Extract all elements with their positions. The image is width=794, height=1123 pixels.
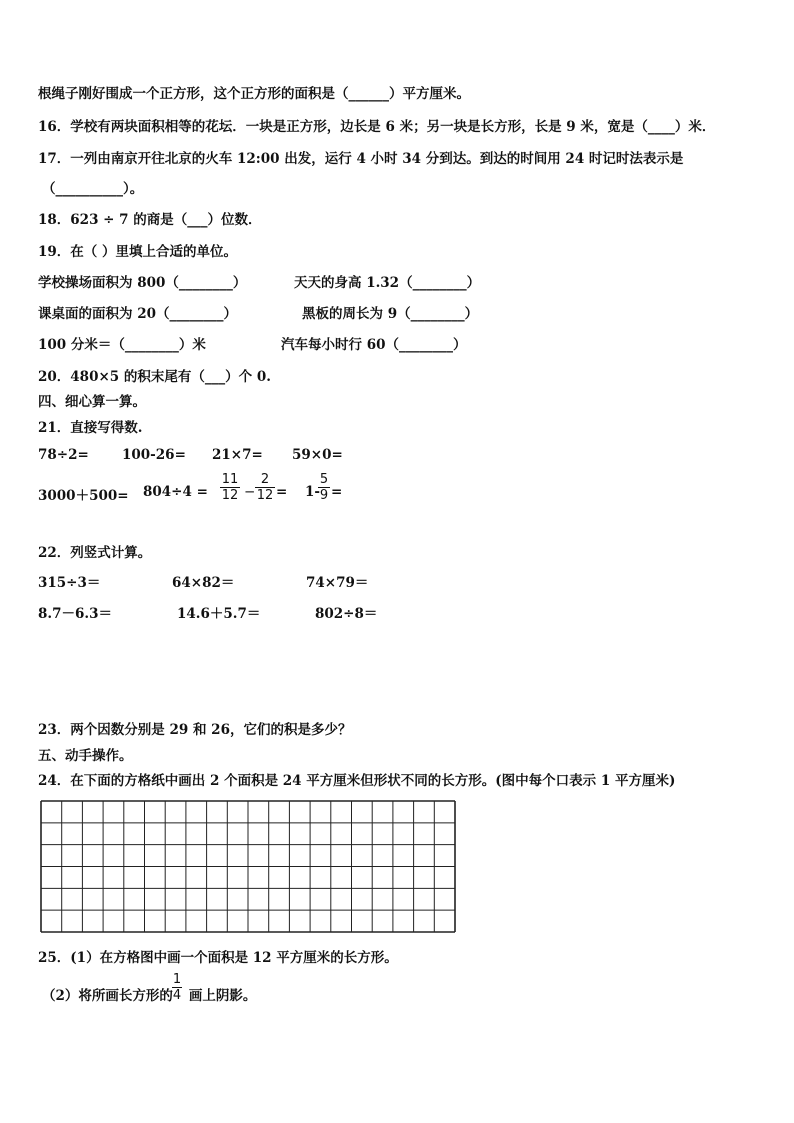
q18: 18．623 ÷ 7 的商是（___）位数．	[38, 212, 262, 228]
q21: 21．直接写得数.	[38, 420, 143, 436]
q21-item-d: 59×0=	[292, 447, 343, 463]
fraction-11-12	[220, 472, 240, 503]
fraction-denominator: 12	[221, 488, 239, 503]
q25-line1: 25．(1）在方格图中画一个面积是 12 平方厘米的长方形。	[38, 950, 398, 966]
q19-item-b: 天天的身高 1.32（________）	[294, 275, 481, 291]
q15-tail: 根绳子刚好围成一个正方形，这个正方形的面积是（______）平方厘米。	[38, 86, 470, 102]
q21-item-a: 78÷2=	[38, 447, 89, 463]
fraction-numerator: 1	[172, 972, 182, 987]
q22-item-c: 74×79＝	[306, 575, 369, 591]
q22-item-b: 64×82＝	[172, 575, 235, 591]
q17-line1: 17．一列由南京开往北京的火车 12:00 出发，运行 4 小时 34 分到达。到达的时间用 24 时记时法表示是	[38, 151, 684, 167]
q21-item-c: 21×7=	[212, 447, 263, 463]
q23: 23．两个因数分别是 29 和 26，它们的积是多少？	[38, 722, 352, 738]
fraction-denominator: 9	[319, 488, 329, 503]
q20: 20．480×5 的积末尾有（___）个 0.	[38, 369, 271, 385]
q19-item-e: 100 分米＝（________）米	[38, 337, 206, 353]
q25-line2-suffix: 画上阴影。	[188, 988, 257, 1004]
equals-sign: =	[276, 484, 288, 500]
q19-item-f: 汽车每小时行 60（________）	[281, 337, 467, 353]
fraction-numerator: 2	[260, 472, 270, 487]
fraction-numerator: 5	[319, 472, 329, 487]
fraction-2-12	[255, 472, 275, 503]
fraction-numerator: 11	[221, 472, 239, 487]
fraction-denominator: 12	[256, 488, 274, 503]
q16: 16．学校有两块面积相等的花坛．一块是正方形，边长是 6 米；另一块是长方形，长是 9 米，宽是（____）米．	[38, 119, 716, 135]
q25-line2-prefix: （2）将所画长方形的	[42, 988, 173, 1004]
q22: 22．列竖式计算。	[38, 545, 152, 561]
grid-paper[interactable]	[40, 800, 456, 933]
equals-sign: =	[331, 484, 343, 500]
q22-item-d: 8.7－6.3＝	[38, 606, 112, 622]
q21-item-b: 100-26=	[122, 447, 186, 463]
one-minus: 1-	[305, 484, 320, 500]
q19: 19．在（ ）里填上合适的单位。	[38, 244, 237, 260]
q19-item-c: 课桌面的面积为 20（________）	[38, 306, 237, 322]
q17-line2: （__________）。	[42, 181, 144, 197]
q22-item-f: 802÷8＝	[315, 606, 378, 622]
q22-item-a: 315÷3＝	[38, 575, 101, 591]
fraction-5-9	[318, 472, 330, 503]
fraction-1-4	[172, 972, 182, 1003]
q24: 24．在下面的方格纸中画出 2 个面积是 24 平方厘米但形状不同的长方形。(图中每个口表示 1 平方厘米)	[38, 773, 676, 789]
q25-line2	[42, 984, 256, 1004]
fraction-denominator: 4	[172, 988, 182, 1003]
q19-item-a: 学校操场面积为 800（________）	[38, 275, 247, 291]
q22-item-e: 14.6＋5.7＝	[177, 606, 261, 622]
q21-item-e: 3000＋500=	[38, 488, 129, 504]
minus-sign: −	[244, 484, 256, 500]
section-5-title: 五、动手操作。	[38, 748, 133, 764]
q21-item-f: 804÷4 =	[143, 484, 208, 500]
section-4-title: 四、细心算一算。	[38, 394, 146, 410]
q19-item-d: 黑板的周长为 9（________）	[302, 306, 479, 322]
